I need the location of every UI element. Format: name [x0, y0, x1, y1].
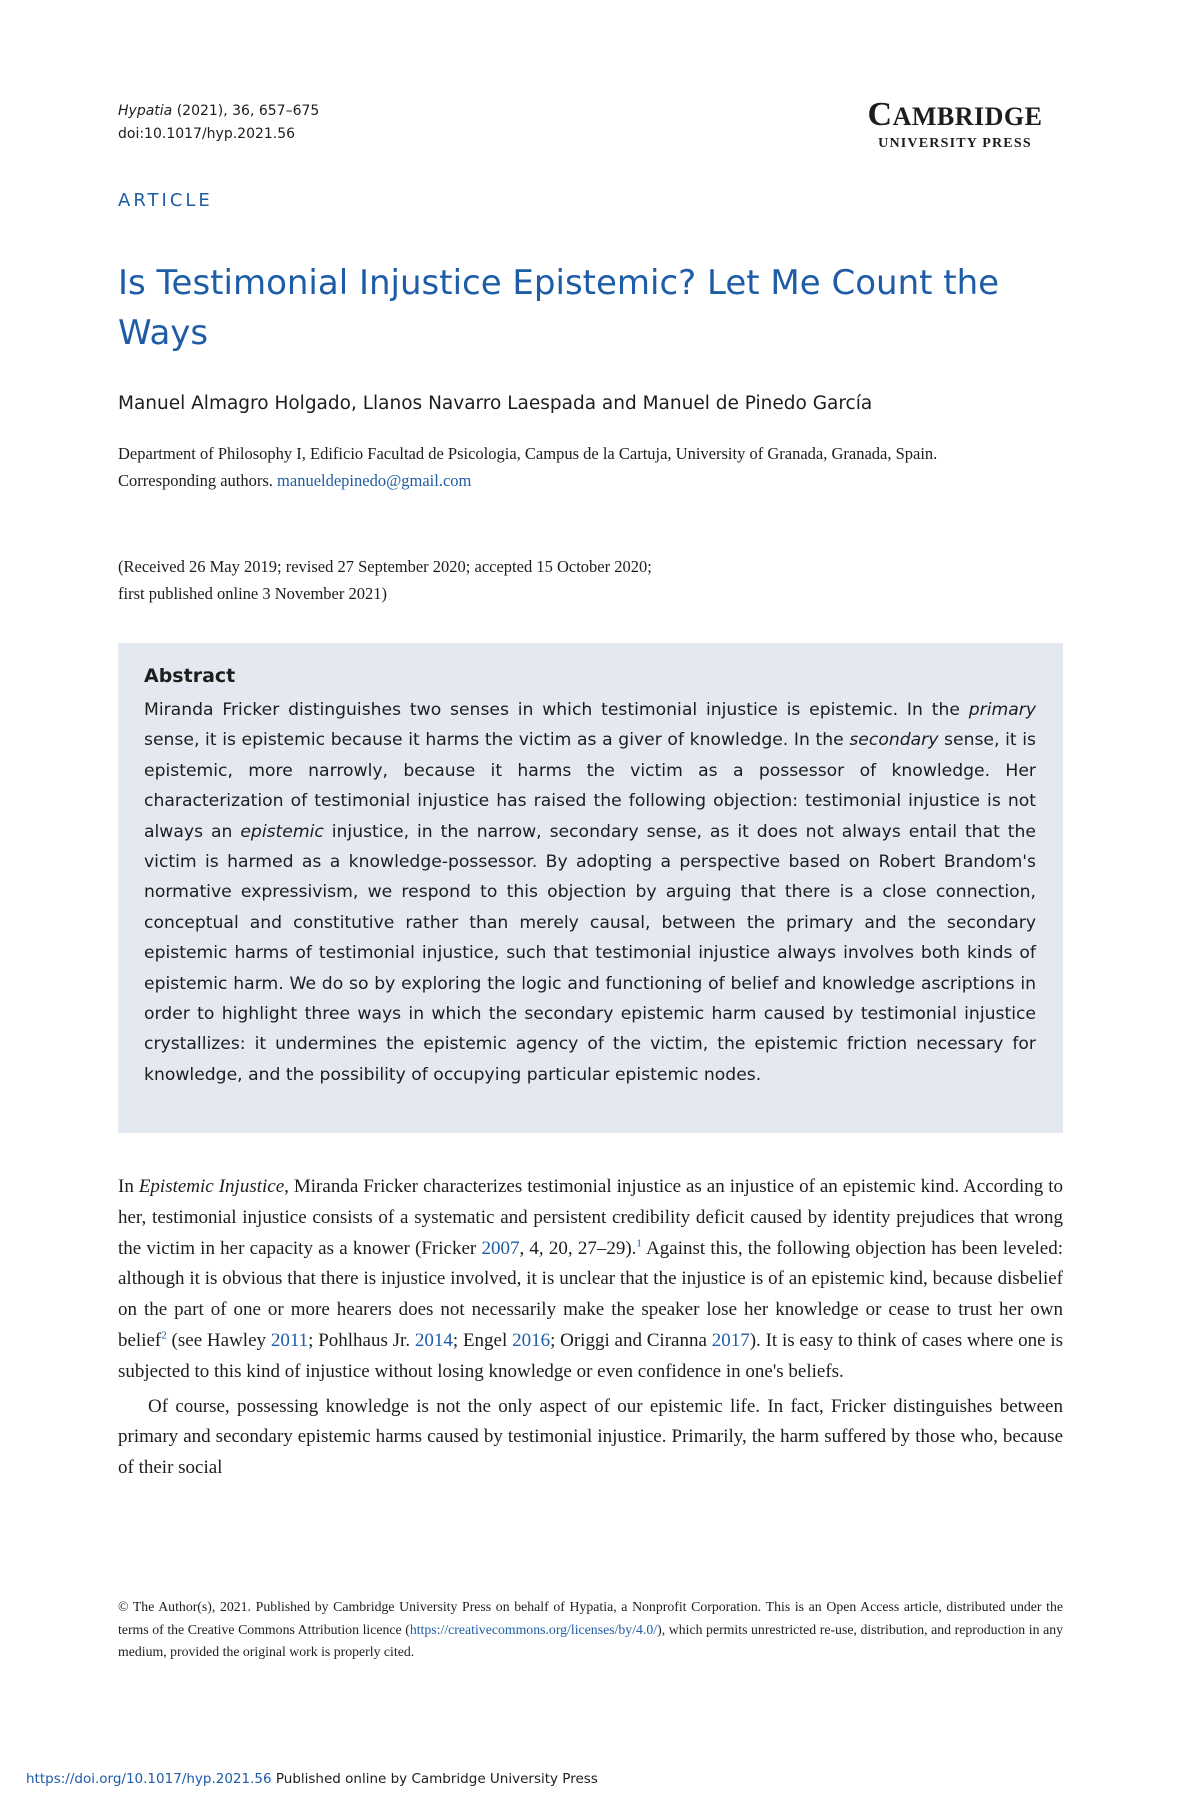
footer-doi-link[interactable]: https://doi.org/10.1017/hyp.2021.56 [26, 1771, 272, 1787]
body-paragraph-1: In Epistemic Injustice, Miranda Fricker characterizes testimonial injustice as an injustice of an epistemic kind. According to her, testimonial injustice consists of a systematic and persistent credibility deficit caused by identity prejudices that wrong the victim in her capacity as a knower (Fricker 2007, 4, 20, 27–29).$^1$ Against this, the following objection has been leveled: although it is obvious that there is injustice involved, it is unclear that the injustice is of an epistemic kind, because disbelief on the part of one or more hearers does not necessarily make the speaker lose her knowledge or cease to trust her own belief$^2$ (see Hawley 2011; Pohlhaus Jr. 2014; Engel 2016; Origgi and Ciranna 2017). It is easy to think of cases where one is subjected to this kind of injustice without losing knowledge or even confidence in one's beliefs. [118, 1176, 1064, 1382]
journal-doi[interactable]: doi:10.1017/hyp.2021.56 [118, 126, 296, 142]
citation-link-pohlhaus-2014[interactable]: 2014 [414, 1329, 453, 1351]
footnote-marker-1[interactable]: 1 [636, 1237, 642, 1250]
journal-info [118, 100, 319, 146]
body-paragraph-2: Of course, possessing knowledge is not the only aspect of our epistemic life. In fact, Fricker distinguishes between primary and secondary epistemic harms caused by testimonial injustice. Primarily, the harm suffered by those who, because of their social [118, 1395, 1063, 1479]
affiliation-department: Department of Philosophy I, Edificio Facultad de Psicologia, Campus de la Cartuja, University of Granada, Granada, Spain. [118, 444, 938, 463]
journal-citation [118, 100, 319, 123]
corresponding-author [118, 467, 1063, 494]
affiliation-block [118, 440, 1063, 494]
dates-line-1: (Received 26 May 2019; revised 27 September 2020; accepted 15 October 2020; [118, 557, 652, 576]
journal-volume-pages: (2021), 36, 657–675 [172, 103, 320, 119]
citation-link-origgi-2017[interactable]: 2017 [711, 1329, 750, 1351]
footer-published-text: Published online by Cambridge University Press [271, 1771, 598, 1787]
publication-dates [118, 553, 1058, 607]
author-list: Manuel Almagro Holgado, Llanos Navarro Laespada and Manuel de Pinedo García [118, 393, 873, 414]
article-title: Is Testimonial Injustice Epistemic? Let Me Count the Ways [118, 263, 1000, 353]
abstract-heading: Abstract [144, 665, 236, 687]
license-notice: © The Author(s), 2021. Published by Cambridge University Press on behalf of Hypatia, a Nonprofit Corporation. This is an Open Access article, distributed under the terms of the Creative Commons Attribution licence (https://creativecommons.org/licenses/by/4.0/), which permits unrestricted re-use, distribution, and reproduction in any medium, provided the original work is properly cited. [118, 1599, 1063, 1659]
dates-line-2: first published online 3 November 2021) [118, 584, 387, 603]
article-body [118, 1172, 1063, 1484]
abstract-box [118, 643, 1063, 1133]
logo-subtitle: UNIVERSITY PRESS [878, 136, 1032, 151]
book-title-epistemic-injustice: Epistemic Injustice [138, 1176, 285, 1197]
abstract-emphasis-secondary: secondary [849, 730, 939, 751]
citation-link-engel-2016[interactable]: 2016 [512, 1329, 551, 1351]
journal-name: Hypatia [118, 103, 173, 119]
corresponding-email-link[interactable]: manueldepinedo@gmail.com [277, 471, 472, 490]
abstract-emphasis-epistemic: epistemic [240, 821, 324, 842]
article-type-label: ARTICLE [118, 190, 213, 211]
citation-link-fricker-2007[interactable]: 2007 [481, 1237, 520, 1259]
corresponding-label: Corresponding authors. [118, 471, 273, 490]
citation-link-hawley-2011[interactable]: 2011 [270, 1329, 309, 1351]
logo-wordmark: CAMBRIDGE [867, 96, 1043, 133]
page-footer [26, 1771, 598, 1787]
cambridge-university-press-logo [850, 98, 1060, 152]
footnote-marker-2[interactable]: 2 [161, 1329, 167, 1342]
abstract-text: Miranda Fricker distinguishes two senses in which testimonial injustice is epistemic. In the primary sense, it is epistemic because it harms the victim as a giver of knowledge. In the secondary sense, it is epistemic, more narrowly, because it harms the victim as a possessor of knowledge. Her characterization of testimonial injustice has raised the following objection: testimonial injustice is not always an epistemic injustice, in the narrow, secondary sense, as it does not always entail that the victim is harmed as a knowledge-possessor. By adopting a perspective based on Robert Brandom's normative expressivism, we respond to this objection by arguing that there is a close connection, conceptual and constitutive rather than merely causal, between the primary and the secondary epistemic harms of testimonial injustice, such that testimonial injustice always involves both kinds of epistemic harm. We do so by exploring the logic and functioning of belief and knowledge ascriptions in order to highlight three ways in which the secondary epistemic harm caused by testimonial injustice crystallizes: it undermines the epistemic agency of the victim, the epistemic friction necessary for knowledge, and the possibility of occupying particular epistemic nodes. [144, 700, 1036, 1085]
abstract-emphasis-primary: primary [968, 700, 1036, 720]
license-link[interactable]: https://creativecommons.org/licenses/by/4.0/ [409, 1621, 658, 1637]
